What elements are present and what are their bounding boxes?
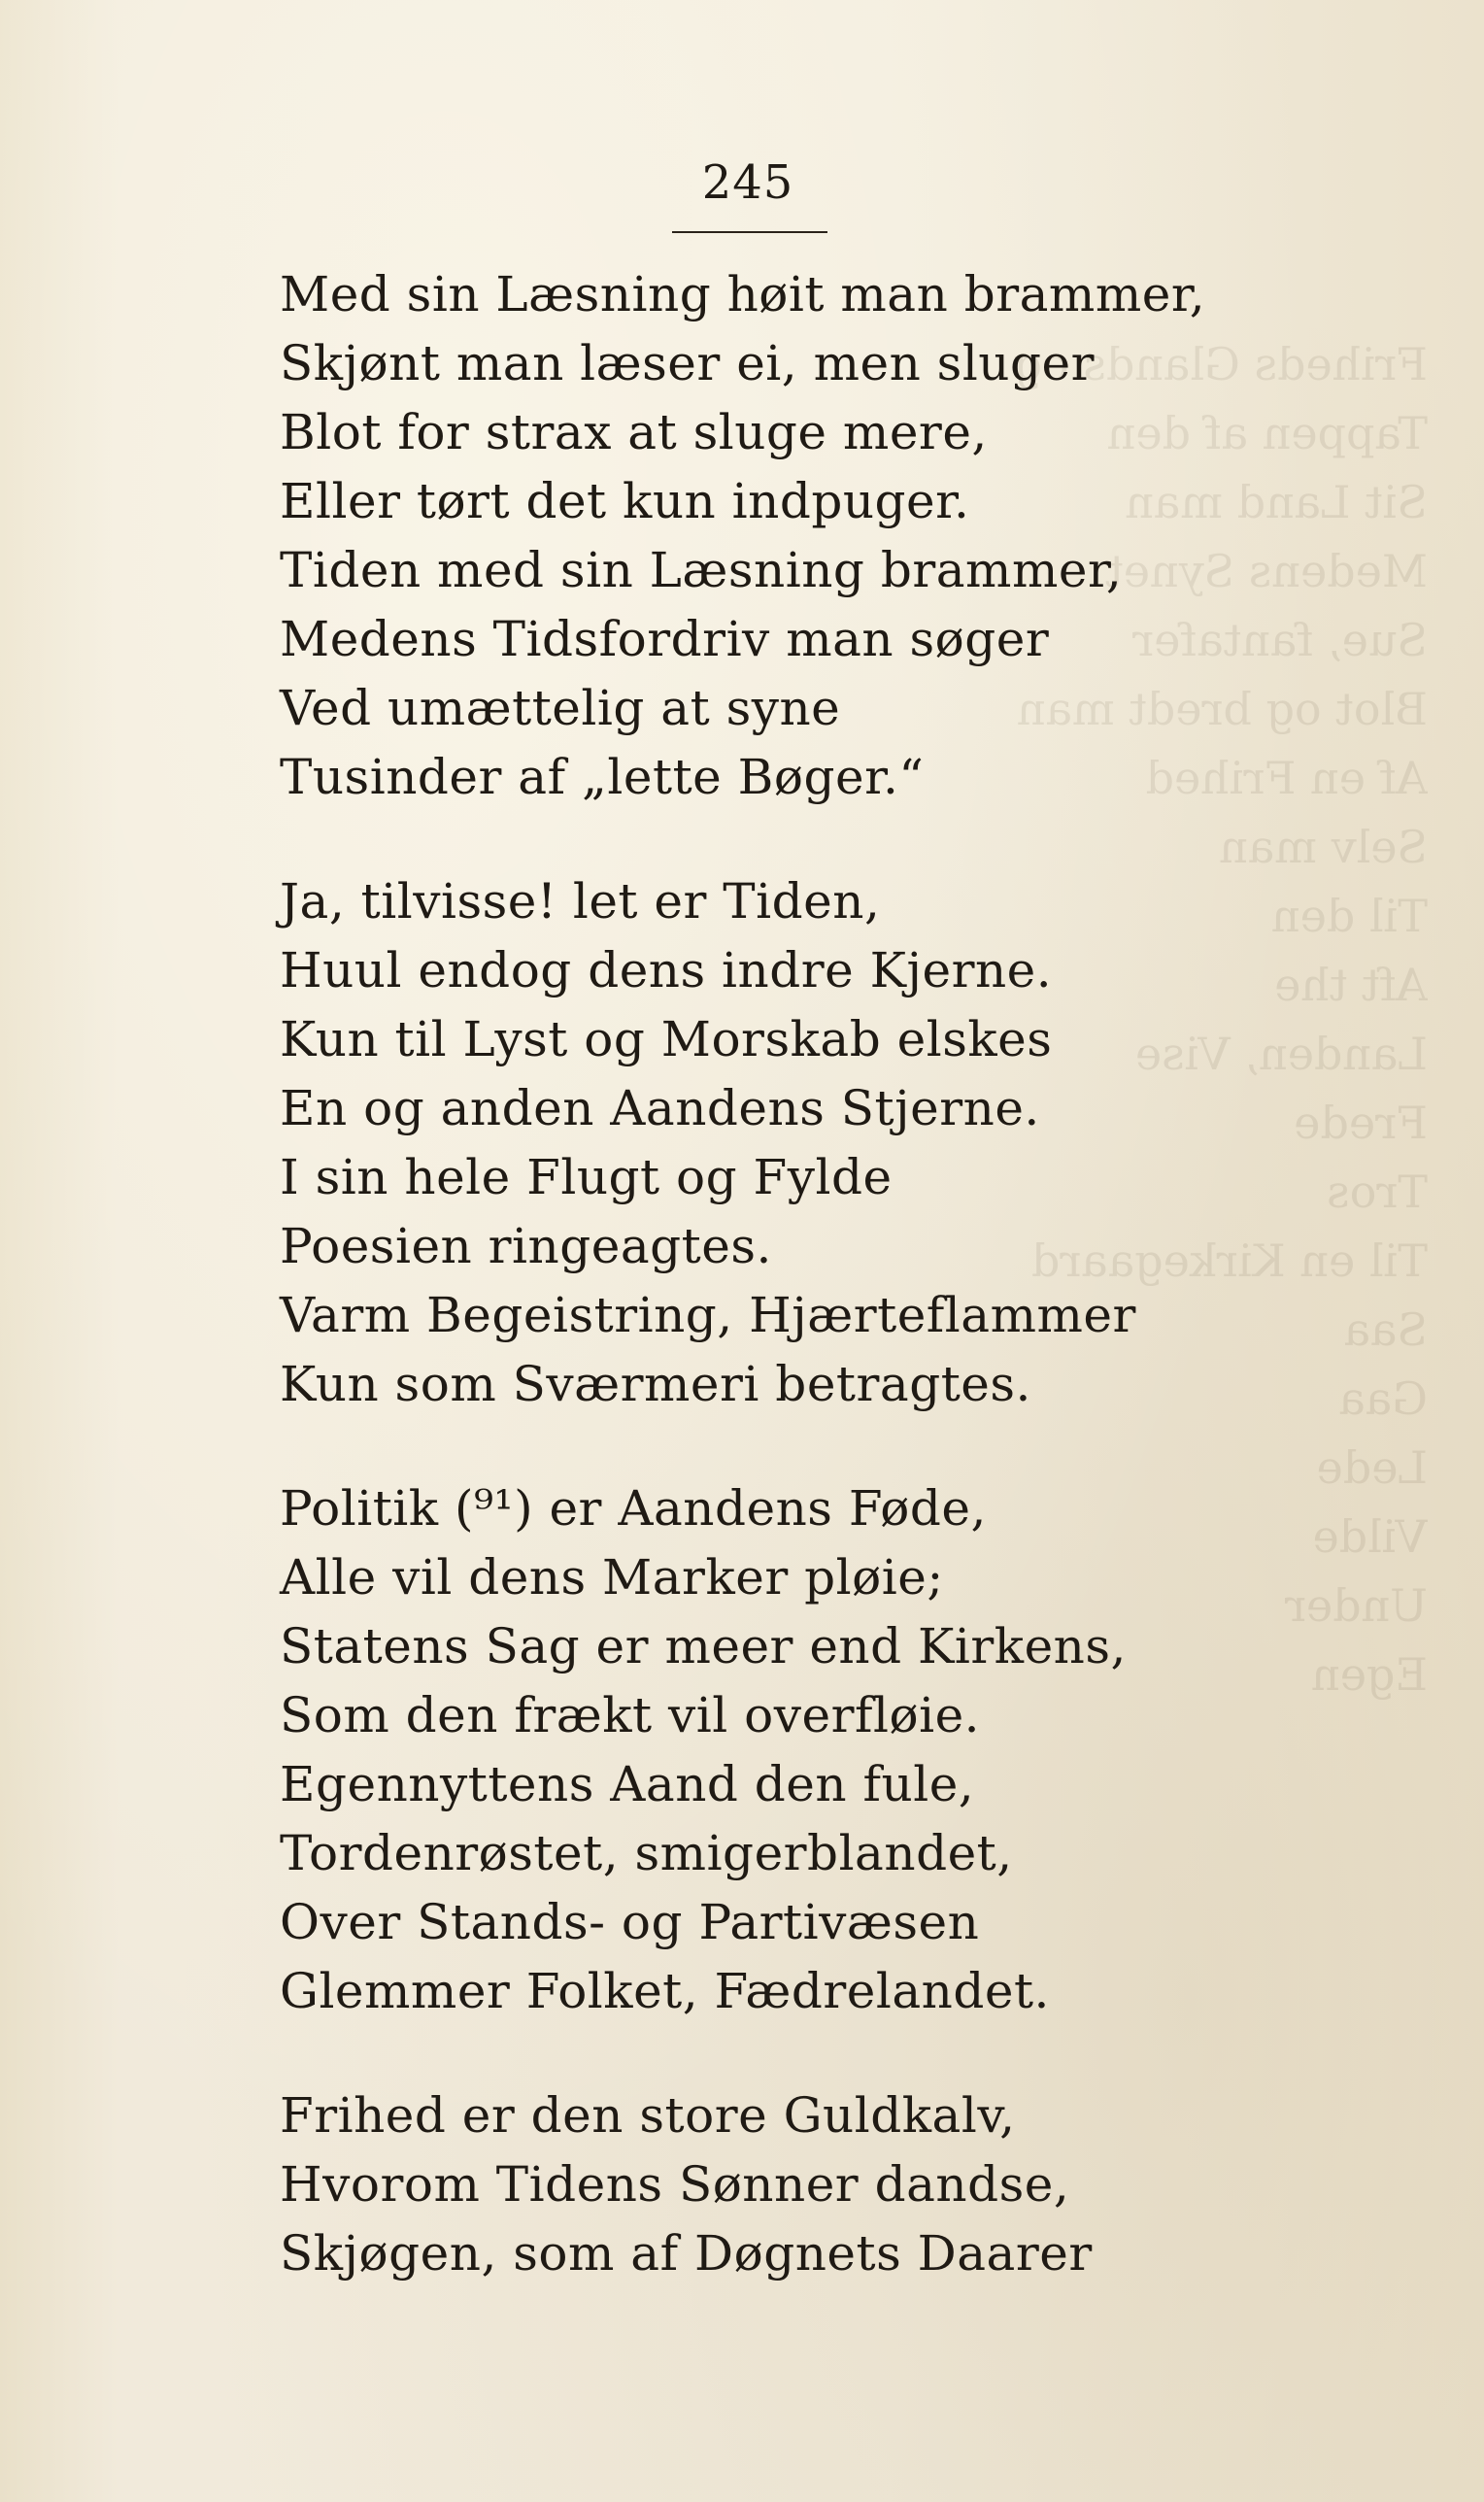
poem-line: Alle vil dens Marker pløie; [280,1549,944,1606]
page-number: 245 [701,155,794,210]
poem-line: Over Stands- og Partivæsen [280,1894,980,1950]
poem-line: Kun som Sværmeri betragtes. [280,1356,1031,1412]
poem-line: Skjøgen, som af Døgnets Daarer [280,2225,1093,2282]
poem-line: Egennyttens Aand den fule, [280,1756,975,1812]
poem-line: Medens Tidsfordriv man søger [280,611,1050,667]
poem-line: Skjønt man læser ei, men sluger [280,335,1096,391]
poem-line: Eller tørt det kun indpuger. [280,473,970,529]
poem-line: Tusinder af „lette Bøger.“ [280,749,925,805]
poem-line: En og anden Aandens Stjerne. [280,1080,1040,1136]
poem-line: Huul endog dens indre Kjerne. [280,942,1053,998]
header-rule [672,231,827,233]
poem-line: Ved umættelig at syne [280,680,841,736]
poem-line: Frihed er den store Guldkalv, [280,2087,1016,2144]
poem-line: Poesien ringeagtes. [280,1218,772,1274]
poem-line: Varm Begeistring, Hjærteflammer [280,1287,1136,1343]
poem-line: Tordenrøstet, smigerblandet, [280,1825,1013,1881]
poem-line: Hvorom Tidens Sønner dandse, [280,2156,1070,2213]
poem-line: Glemmer Folket, Fædrelandet. [280,1963,1050,2019]
poem-line: Tiden med sin Læsning brammer, [280,542,1123,598]
poem-line: Politik (⁹¹) er Aandens Føde, [280,1480,987,1537]
poem-line: Statens Sag er meer end Kirkens, [280,1618,1127,1674]
poem-line: Ja, tilvisse! let er Tiden, [280,873,881,930]
stanza-2 [280,867,1251,1419]
poem-body [280,260,1251,2344]
stanza-3 [280,1474,1251,2026]
stanza-4 [280,2081,1251,2288]
poem-line: I sin hele Flugt og Fylde [280,1149,893,1205]
poem-line: Kun til Lyst og Morskab elskes [280,1011,1053,1067]
poem-line: Med sin Læsning høit man brammer, [280,266,1206,322]
poem-line: Blot for strax at sluge mere, [280,404,988,460]
poem-line: Som den frækt vil overfløie. [280,1687,981,1743]
show-through-text: Friheds Glands og Tappen af den Sit Land man Medens Synet Sue, fantafer Blot og bredt man Af en Frihed Selv man Til den Aft the Landen, Vise Frede Tros Til en Kirkegaard Saa Gaa Lede Vilde Under Egen [1013,338,1428,1701]
stanza-1 [280,260,1251,812]
